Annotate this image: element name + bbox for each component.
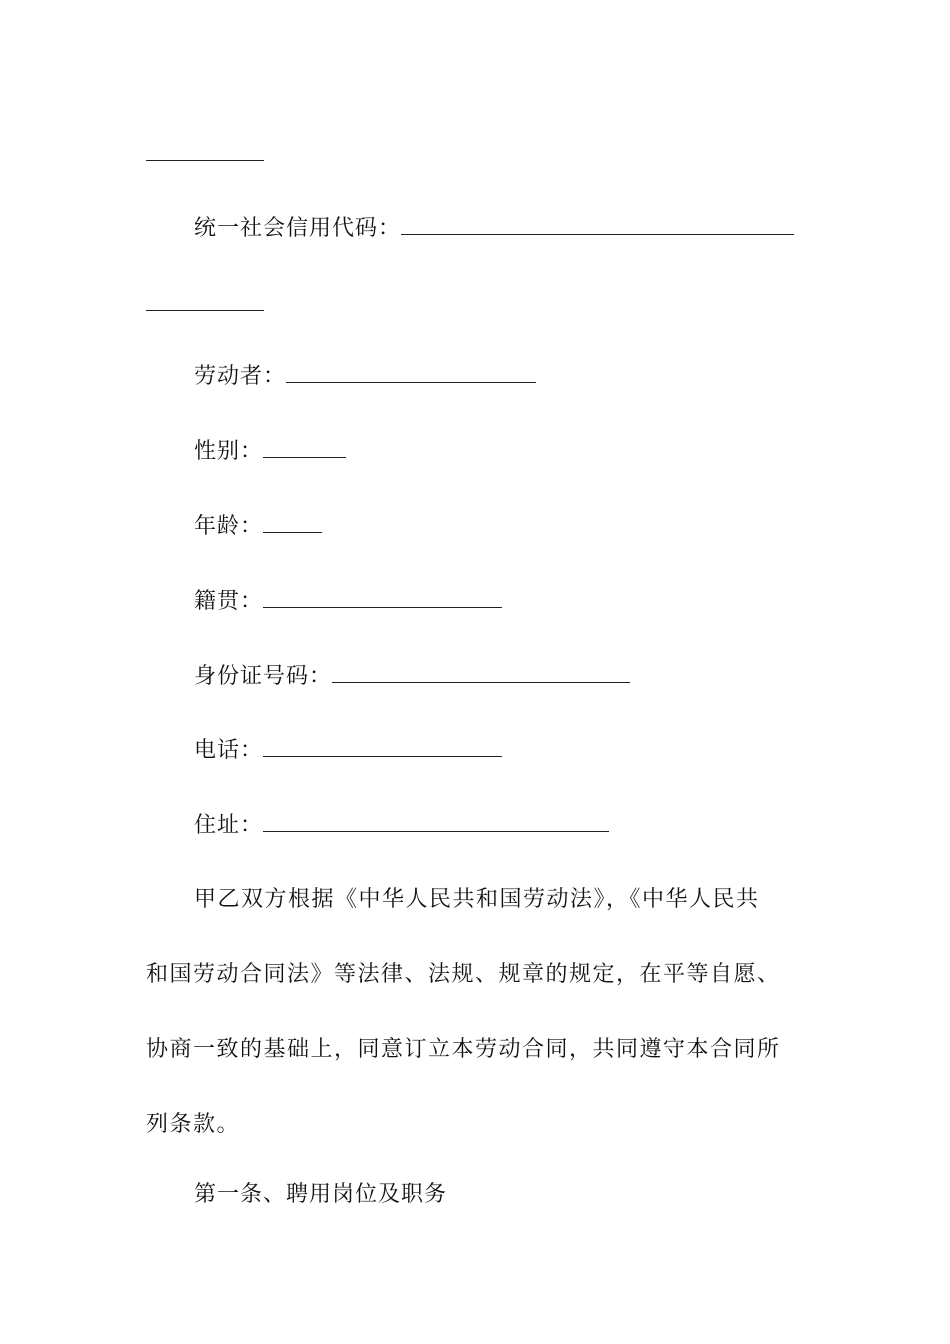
gender-row xyxy=(194,435,346,467)
continuation-blank-line xyxy=(146,160,264,161)
gender-blank[interactable] xyxy=(263,435,346,458)
worker-row xyxy=(194,360,536,392)
id-number-blank[interactable] xyxy=(332,660,630,683)
native-place-row xyxy=(194,585,502,617)
id-number-row xyxy=(194,660,630,692)
age-row xyxy=(194,510,322,542)
credit-code-row xyxy=(194,212,794,244)
address-label: 住址： xyxy=(194,813,264,838)
preamble-line-1: 甲乙双方根据《中华人民共和国劳动法》，《中华人民共 xyxy=(194,887,760,912)
phone-blank[interactable] xyxy=(263,734,502,757)
gender-label: 性别： xyxy=(194,439,264,464)
article-1-heading: 第一条、聘用岗位及职务 xyxy=(194,1182,448,1207)
credit-code-blank[interactable] xyxy=(401,212,794,235)
native-place-label: 籍贯： xyxy=(194,589,264,614)
preamble-line-4: 列条款。 xyxy=(146,1112,241,1137)
phone-label: 电话： xyxy=(194,738,264,763)
preamble-line-3: 协商一致的基础上，同意订立本劳动合同，共同遵守本合同所 xyxy=(146,1037,781,1062)
address-blank[interactable] xyxy=(263,809,609,832)
preamble-line-2: 和国劳动合同法》等法律、法规、规章的规定，在平等自愿、 xyxy=(146,962,781,987)
phone-row xyxy=(194,734,502,766)
credit-code-blank-continuation xyxy=(146,310,264,311)
age-blank[interactable] xyxy=(263,510,322,533)
worker-label: 劳动者： xyxy=(194,364,287,389)
address-row xyxy=(194,809,609,841)
age-label: 年龄： xyxy=(194,514,264,539)
credit-code-label: 统一社会信用代码： xyxy=(194,216,402,241)
id-number-label: 身份证号码： xyxy=(194,664,333,689)
native-place-blank[interactable] xyxy=(263,585,502,608)
worker-blank[interactable] xyxy=(286,360,536,383)
